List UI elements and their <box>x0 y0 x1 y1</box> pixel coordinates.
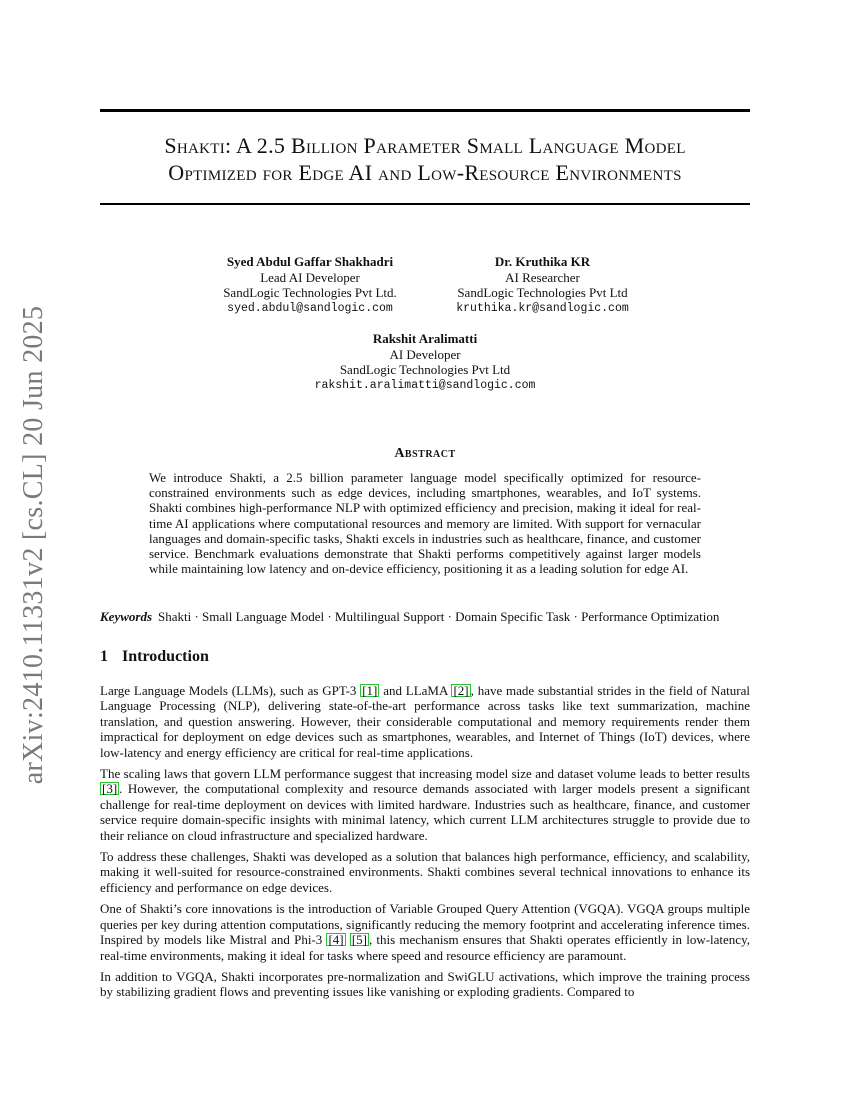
author-name: Dr. Kruthika KR <box>494 254 591 269</box>
introduction-body <box>100 683 750 1006</box>
keywords-label: Keywords <box>100 609 152 624</box>
title-rule-top <box>100 109 750 112</box>
paper-title <box>100 132 750 186</box>
text-run: One of Shakti’s core innovations is the introduction of Variable Grouped Query Attention (VGQA). VGQA groups multiple queries per key during attention computations, significantly reducing the memory footprint and accelerating inference times. Inspired by models like Mistral and Phi-3 <box>100 901 750 948</box>
paragraph-1 <box>100 683 750 760</box>
abstract-heading: Abstract <box>394 446 456 461</box>
author-name: Syed Abdul Gaffar Shakhadri <box>226 254 394 269</box>
text-run: The scaling laws that govern LLM performance suggest that increasing model size and dataset volume leads to better results <box>100 766 750 782</box>
section-title: Introduction <box>122 648 209 665</box>
text-run: , this mechanism ensures that Shakti operates efficiently in low-latency, real-time environments, making it ideal for tasks where speed and resource efficiency are paramount. <box>100 932 750 963</box>
text-run: and LLaMA <box>379 683 452 698</box>
paragraph-3: To address these challenges, Shakti was developed as a solution that balances high performance, efficiency, and scalability, making it well-suited for resource-constrained environments. Shakti combines several technical innovations to enhance its efficiency and performance on edge devices. <box>100 849 750 895</box>
author-email[interactable]: rakshit.aralimatti@sandlogic.com <box>314 378 536 392</box>
text-run: Large Language Models (LLMs), such as GPT-3 <box>100 683 361 698</box>
keywords-line <box>100 609 750 625</box>
author-role: Lead AI Developer <box>260 269 360 285</box>
section-number: 1 <box>100 648 108 665</box>
title-rule-bottom <box>100 203 750 205</box>
keywords-list: Shakti · Small Language Model · Multilingual Support · Domain Specific Task · Performance Optimization <box>158 609 720 624</box>
author-block-3 <box>280 331 570 393</box>
citation-link[interactable]: [4] <box>328 932 344 948</box>
author-role: AI Researcher <box>505 269 580 285</box>
abstract-text: We introduce Shakti, a 2.5 billion parameter language model specifically optimized for resource-constrained environments such as edge devices, including smartphones, wearables, and IoT systems. Shakti combines high-performance NLP with optimized efficiency and precision, making it ideal for real-time AI applications where computational resources and memory are limited. With support for vernacular languages and domain-specific tasks, Shakti excels in industries such as healthcare, finance, and customer service. Benchmark evaluations demonstrate that Shakti performs competitively against larger models while maintaining low latency and on-device efficiency, positioning it as a leading solution for edge AI. <box>149 470 701 577</box>
author-email[interactable]: kruthika.kr@sandlogic.com <box>456 301 629 315</box>
arxiv-id: arXiv:2410.11331v2 [cs.CL] 20 Jun 2025 <box>18 305 49 785</box>
author-org: SandLogic Technologies Pvt Ltd. <box>223 285 397 300</box>
citation-link[interactable]: [2] <box>453 683 469 698</box>
citation-link[interactable]: [5] <box>351 932 367 948</box>
paragraph-2 <box>100 766 750 843</box>
author-org: SandLogic Technologies Pvt Ltd <box>339 362 511 377</box>
author-name: Rakshit Aralimatti <box>372 331 478 346</box>
paragraph-4 <box>100 901 750 963</box>
text-run: , have made substantial strides in the field of Natural Language Processing (NLP), delivering state-of-the-art performance across tasks like text summarization, machine translation, and question answering. However, their considerable computational and memory requirements render them impractical for deployment on edge devices such as smartphones, wearables, and Internet of Things (IoT) devices, where low-latency and energy efficiency are critical for real-time applications. <box>100 683 750 760</box>
author-email[interactable]: syed.abdul@sandlogic.com <box>227 301 393 315</box>
arxiv-sidebar-stamp <box>14 300 54 790</box>
author-block-1 <box>195 254 425 316</box>
author-role: AI Developer <box>389 346 461 362</box>
citation-link[interactable]: [3] <box>102 781 118 797</box>
paragraph-5: In addition to VGQA, Shakti incorporates pre-normalization and SwiGLU activations, which improve the training process by stabilizing gradient flows and preventing issues like vanishing or exploding gradients. Compared to <box>100 968 750 1000</box>
author-block-2 <box>430 254 655 316</box>
title-line-2: Optimized for Edge AI and Low-Resource Environments <box>168 160 682 185</box>
author-org: SandLogic Technologies Pvt Ltd <box>457 285 628 300</box>
section-heading-introduction <box>100 648 209 666</box>
citation-link[interactable]: [1] <box>362 683 378 698</box>
text-run: . However, the computational complexity and resource demands associated with larger models present a significant challenge for real-time deployment on devices with limited hardware. Industries such as healthcare, finance, and customer service require domain-specific insights with minimal latency, which current LLM architectures struggle to provide due to their reliance on cloud infrastructure and specialized hardware. <box>100 781 750 843</box>
title-line-1: Shakti: A 2.5 Billion Parameter Small Language Model <box>164 133 686 158</box>
